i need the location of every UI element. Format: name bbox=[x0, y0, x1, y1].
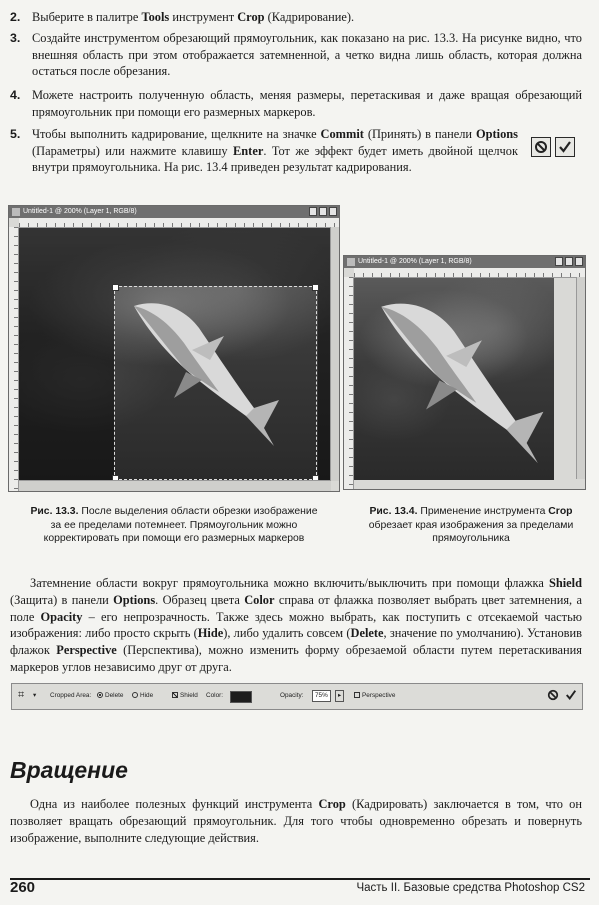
page-number: 260 bbox=[10, 879, 36, 896]
step-number: 3. bbox=[10, 31, 21, 45]
maximize-icon[interactable] bbox=[319, 207, 327, 216]
crop-options-bar bbox=[11, 683, 583, 710]
opacity-slider-arrow-icon[interactable]: ▸ bbox=[335, 690, 344, 702]
maximize-icon[interactable] bbox=[565, 257, 573, 266]
vertical-ruler bbox=[9, 227, 19, 491]
opacity-field[interactable]: 75% bbox=[312, 690, 331, 702]
cancel-icon bbox=[531, 137, 551, 157]
section-title: Вращение bbox=[10, 757, 128, 783]
radio-dot-icon bbox=[97, 692, 103, 698]
check-icon bbox=[555, 137, 575, 157]
shield-checkbox[interactable]: Shield bbox=[172, 692, 198, 699]
photoshop-doc-icon bbox=[347, 258, 355, 266]
figure-13-4-caption: Рис. 13.4. Применение инструмента Crop обрезает края изображения за пределами прямоугольника bbox=[368, 506, 574, 545]
crop-tool-icon[interactable]: ⌗ bbox=[18, 689, 25, 701]
delete-radio[interactable]: Delete bbox=[97, 692, 123, 699]
step-number: 5. bbox=[10, 127, 21, 141]
crop-canvas[interactable] bbox=[19, 228, 331, 481]
hide-radio[interactable]: Hide bbox=[132, 692, 153, 699]
perspective-checkbox[interactable]: Perspective bbox=[354, 692, 395, 699]
cropped-canvas[interactable] bbox=[354, 278, 554, 480]
crop-shield-top bbox=[19, 228, 331, 286]
minimize-icon[interactable] bbox=[555, 257, 563, 266]
window-title: Untitled-1 @ 200% (Layer 1, RGB/8) bbox=[23, 208, 137, 215]
horizontal-ruler bbox=[354, 268, 585, 278]
step-number: 4. bbox=[10, 88, 21, 102]
checkbox-icon bbox=[172, 692, 178, 698]
minimize-icon[interactable] bbox=[309, 207, 317, 216]
shield-color-swatch[interactable] bbox=[230, 691, 252, 703]
step-number: 2. bbox=[10, 10, 21, 24]
cropped-area-label: Cropped Area: bbox=[50, 692, 92, 699]
step-2 bbox=[10, 9, 582, 26]
horizontal-scrollbar[interactable] bbox=[19, 480, 331, 491]
running-footer: Часть II. Базовые средства Photoshop CS2 bbox=[356, 882, 585, 894]
crop-handle[interactable] bbox=[112, 284, 119, 291]
close-icon[interactable] bbox=[329, 207, 337, 216]
window-titlebar bbox=[9, 206, 339, 218]
vertical-ruler bbox=[344, 277, 354, 489]
vertical-scrollbar[interactable] bbox=[576, 277, 585, 479]
figure-13-3-caption: Рис. 13.3. После выделения области обрезки изображение за ее пределами потемнеет. Прямоугольник можно корректировать при помощи его размерных маркеров bbox=[30, 506, 318, 545]
step-text: Можете настроить полученную область, меняя размеры, перетаскивая и даже вращая обрезающий прямоугольник при помощи его размерных маркеров. bbox=[32, 88, 582, 119]
close-icon[interactable] bbox=[575, 257, 583, 266]
window-titlebar bbox=[344, 256, 585, 268]
checkbox-icon bbox=[354, 692, 360, 698]
color-label: Color: bbox=[206, 692, 224, 699]
crop-handle[interactable] bbox=[312, 284, 319, 291]
crop-shield-left bbox=[19, 286, 114, 481]
radio-dot-icon bbox=[132, 692, 138, 698]
commit-crop-icon[interactable] bbox=[565, 689, 577, 703]
cancel-crop-icon[interactable] bbox=[547, 689, 559, 703]
photoshop-doc-icon bbox=[12, 208, 20, 216]
horizontal-ruler bbox=[19, 218, 339, 228]
opacity-label: Opacity: bbox=[280, 692, 304, 699]
vertical-scrollbar[interactable] bbox=[330, 227, 339, 481]
window-controls bbox=[555, 257, 583, 266]
window-controls bbox=[309, 207, 337, 216]
rotation-paragraph: Одна из наиболее полезных функций инструмента Crop (Кадрировать) заключается в том, что он позволяет вращать обрезающий прямоугольник. Для того чтобы одновременно обрезать и повернуть изображение, выполните следующие действия. bbox=[10, 797, 582, 845]
step-text: Выберите в палитре Tools инструмент Crop (Кадрирование). bbox=[32, 10, 355, 24]
figure-13-3-window bbox=[8, 205, 340, 492]
window-title: Untitled-1 @ 200% (Layer 1, RGB/8) bbox=[358, 258, 472, 265]
commit-icons bbox=[531, 137, 575, 157]
shark-image bbox=[359, 286, 549, 466]
footer-divider bbox=[10, 878, 590, 880]
figure-13-4-window bbox=[343, 255, 586, 490]
shield-paragraph: Затемнение области вокруг прямоугольника можно включить/выключить при помощи флажка Shield (Защита) в панели Options. Образец цвета Color справа от флажка позволяет выбрать цвет затемнения, а поле Opacity – его непрозрачность. Также здесь можно выбрать, как поступить с отсекаемой частью изображения: либо просто скрыть (Hide), либо удалить совсем (Delete, значение по умолчанию). Установив флажок Perspective (Перспектива), можно изменить форму обрезаемой области путем перетаскивания маркеров углов независимо друг от друга. bbox=[10, 576, 582, 674]
step-text: Создайте инструментом обрезающий прямоугольник, как показано на рис. 13.3. На рисунке видно, что внешняя область при этом отображается затемненной, а четко видна лишь область, которая должна остаться после обрезания. bbox=[32, 31, 582, 79]
step-text: Чтобы выполнить кадрирование, щелкните на значке Commit (Принять) в панели Options (Параметры) или нажмите клавишу Enter. Тот же эффект будет иметь двойной щелчок внутри прямоугольника. На рис. 13.4 приведен результат кадрирования. bbox=[32, 127, 519, 175]
crop-rectangle[interactable] bbox=[114, 286, 317, 480]
step-4 bbox=[10, 87, 582, 120]
tool-preset-arrow-icon[interactable]: ▾ bbox=[33, 692, 37, 699]
step-5 bbox=[10, 126, 582, 176]
step-3 bbox=[10, 30, 582, 80]
